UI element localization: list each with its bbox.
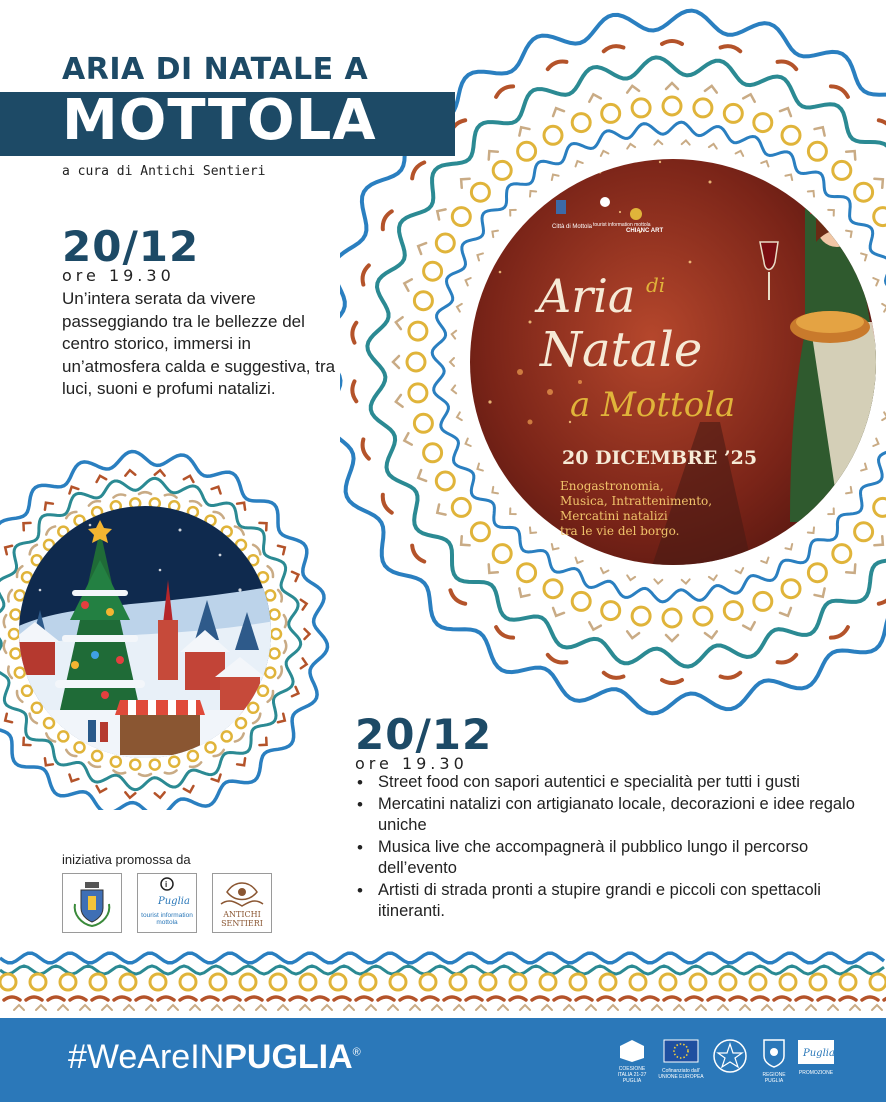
eu-label: Cofinanziato dall’ UNIONE EUROPEA	[658, 1068, 704, 1080]
event1-description: Un’intera serata da vivere passeggiando tra le bellezze del centro storico, immersi in un’atmosfera calda e suggestiva, tra luci, suoni e profumi natalizi.	[62, 289, 336, 398]
list-item: • Mercatini natalizi con artigianato locale, decorazioni e idee regalo uniche	[355, 794, 865, 837]
poster-title-aria: Aria	[538, 269, 636, 323]
poster-title-di: di	[646, 273, 666, 297]
hashtag-puglia: PUGLIA	[224, 1038, 353, 1076]
event1-time: ore 19.30	[62, 266, 175, 285]
svg-text:Puglia: Puglia	[158, 896, 190, 907]
crest-icon	[63, 874, 121, 932]
list-item: • Street food con sapori autentici e specialità per tutti i gusti	[355, 772, 865, 794]
poster-sponsor-3: CHIANC ART	[626, 228, 664, 234]
eu-flag-logo	[658, 1038, 704, 1080]
event1-date: 20/12	[62, 222, 200, 271]
info-icon	[600, 197, 610, 207]
cube-icon	[612, 1038, 652, 1062]
hashtag-text: WeAreIN	[86, 1038, 225, 1076]
eu-flag-icon	[658, 1038, 704, 1064]
svg-text:i: i	[165, 880, 168, 889]
curated-by: a cura di Antichi Sentieri	[62, 164, 266, 179]
poster-title-mottola: a Mottola	[570, 385, 736, 425]
regione-crest-icon	[756, 1038, 792, 1068]
coesione-label: COESIONE ITALIA 21-27 PUGLIA	[617, 1066, 647, 1084]
event2-highlights-list	[355, 772, 865, 923]
event-poster	[460, 122, 886, 602]
event2-date: 20/12	[355, 710, 493, 759]
italian-republic-emblem-icon	[712, 1038, 748, 1074]
list-item: • Musica live che accompagnerà il pubblico lungo il percorso dell’evento	[355, 837, 865, 880]
eye-hands-icon	[213, 874, 271, 910]
christmas-village-illustration	[10, 500, 280, 765]
poster-tagline-line: Enogastronomia,	[560, 479, 664, 493]
list-item: • Artisti di strada pronti a stupire grandi e piccoli con spettacoli itineranti.	[355, 880, 865, 923]
promozione-label: PROMOZIONE	[798, 1070, 834, 1076]
poster-tagline-line: Mercatini natalizi	[560, 509, 668, 523]
poster-tagline-line: tra le vie del borgo.	[560, 524, 680, 538]
poster-date: 20 DICEMBRE ’25	[562, 447, 758, 469]
mottola-crest-logo	[62, 873, 122, 933]
poster-tagline-line: Musica, Intrattenimento,	[560, 494, 713, 508]
coesione-italia-logo	[612, 1038, 652, 1084]
hashtag-weareinpuglia	[68, 1038, 361, 1077]
poster-sponsor-2: tourist information mottola	[593, 222, 651, 228]
poster-sponsor-1: Città di Mottola	[552, 224, 593, 230]
page-title-line1: ARIA DI NATALE A	[62, 52, 369, 87]
decorative-band-bottom	[0, 948, 886, 1014]
event2-time: ore 19.30	[355, 754, 468, 773]
puglia-promozione-icon	[796, 1038, 836, 1066]
puglia-promozione-logo	[796, 1038, 836, 1080]
tourist-info-label: tourist information mottola	[141, 912, 193, 926]
hashtag-symbol: #	[68, 1038, 87, 1076]
regione-label: REGIONE PUGLIA	[762, 1072, 786, 1084]
antichi-sentieri-label: ANTICHI SENTIERI	[221, 910, 263, 928]
antichi-sentieri-logo	[212, 873, 272, 933]
poster-title-natale: Natale	[540, 322, 703, 378]
city-crest-icon	[556, 200, 566, 214]
svg-text:Puglia: Puglia	[803, 1048, 835, 1059]
promoters-label: iniziativa promossa da	[62, 852, 191, 867]
regione-puglia-logo	[756, 1038, 792, 1084]
page-title-line2: MOTTOLA	[62, 88, 377, 153]
tourist-info-logo	[137, 873, 197, 933]
registered-mark: ®	[352, 1046, 361, 1059]
info-icon	[138, 874, 196, 914]
chianc-art-icon	[630, 208, 642, 220]
